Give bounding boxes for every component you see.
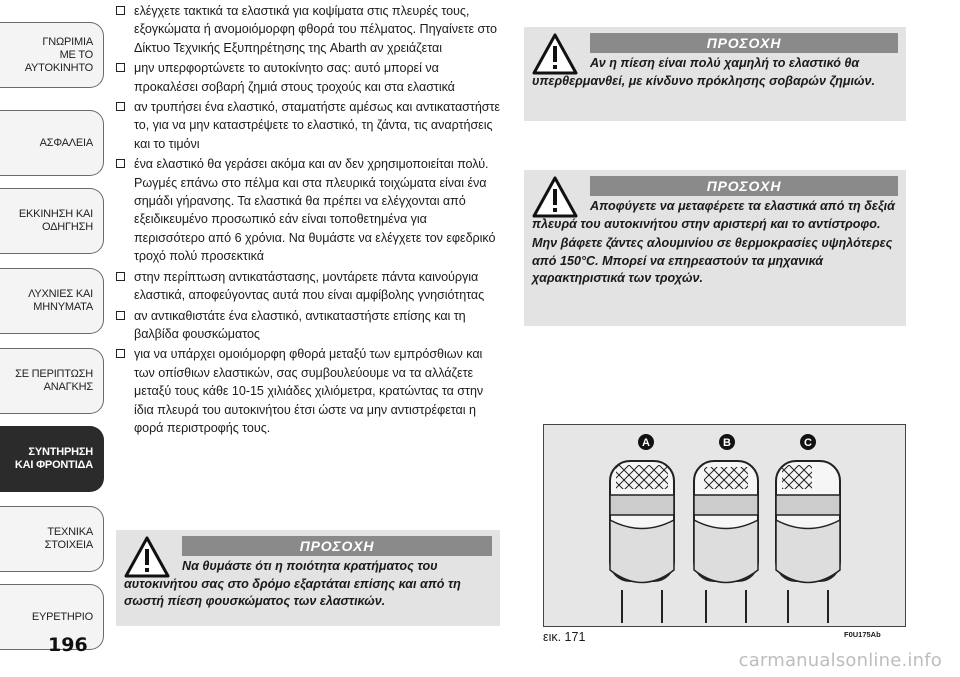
checkbox-bullet-icon <box>116 159 125 168</box>
bullet-list <box>116 2 501 437</box>
warning-heading: ΠΡΟΣΟΧΗ <box>590 33 898 53</box>
checkbox-bullet-icon <box>116 6 125 15</box>
checkbox-bullet-icon <box>116 102 125 111</box>
tyre-illustration <box>544 425 905 626</box>
tab-safety[interactable]: ΑΣΦΑΛΕΙΑ <box>0 110 104 176</box>
warning-triangle-icon <box>124 536 170 578</box>
tab-lights-messages[interactable]: ΛΥΧΝΙΕΣ ΚΑΙ ΜΗΝΥΜΑΤΑ <box>0 268 104 334</box>
warning-text: Αποφύγετε να μεταφέρετε τα ελαστικά από τη δεξιά πλευρά του αυτοκινήτου στην αριστερή και το αντίστροφο. <box>532 199 895 231</box>
tyre-a-icon <box>610 461 674 623</box>
label-b: B <box>723 437 731 449</box>
warning-text: Αν η πίεση είναι πολύ χαμηλή το ελαστικό θα υπερθερμανθεί, με κίνδυνο πρόκλησης σοβαρών ζημιών. <box>532 56 875 88</box>
tyre-wear-figure <box>543 424 906 627</box>
list-item: αν αντικαθιστάτε ένα ελαστικό, αντικαταστήστε επίσης και τη βαλβίδα φουσκώματος <box>116 307 501 344</box>
tab-maintenance-care[interactable]: ΣΥΝΤΗΡΗΣΗ ΚΑΙ ΦΡΟΝΤΙΔΑ <box>0 426 104 492</box>
label-a: A <box>642 437 650 449</box>
checkbox-bullet-icon <box>116 311 125 320</box>
watermark: carmanualsonline.info <box>738 650 942 671</box>
warning-text: Να θυμάστε ότι η ποιότητα κρατήματος του αυτοκινήτου σας στο δρόμο εξαρτάται επίσης και από τη σωστή πίεση φουσκώματος των ελαστικών. <box>124 559 461 608</box>
list-item: αν τρυπήσει ένα ελαστικό, σταματήστε αμέσως και αντικαταστήστε το, για να μην καταστρέψετε το ελαστικό, τη ζάντα, τις αναρτήσεις και το τιμόνι <box>116 98 501 153</box>
warning-heading: ΠΡΟΣΟΧΗ <box>590 176 898 196</box>
checkbox-bullet-icon <box>116 349 125 358</box>
list-item: στην περίπτωση αντικατάστασης, μοντάρετε πάντα καινούργια ελαστικά, αποφεύγοντας αυτά που είναι αμφίβολης γνησιότητας <box>116 268 501 305</box>
tab-starting-driving[interactable]: ΕΚΚΙΝΗΣΗ ΚΑΙ ΟΔΗΓΗΣΗ <box>0 188 104 254</box>
list-item: για να υπάρχει ομοιόμορφη φθορά μεταξύ των εμπρόσθιων και των οπίσθιων ελαστικών, σας συμβουλεύουμε να τα αλλάζετε μεταξύ τους κάθε 10-15 χιλιάδες χιλιόμετρα, κρατώντας τα στην ίδια πλευρά του αυτοκινήτου έτσι ώστε να μην αντιστρέφεται η φορά περιστροφής τους. <box>116 345 501 437</box>
tab-getting-to-know[interactable]: ΓΝΩΡΙΜΙΑ ΜΕ ΤΟ ΑΥΤΟΚΙΝΗΤΟ <box>0 22 104 88</box>
main-column-left <box>116 2 501 439</box>
list-item: ένα ελαστικό θα γεράσει ακόμα και αν δεν χρησιμοποιείται πολύ. Ρωγμές επάνω στο πέλμα και στα πλευρικά τοιχώματα είναι ένα σημάδι γήρανσης. Τα ελαστικά θα πρέπει να ελέγχονται από εξειδικευμένο προσωπικό εάν είναι τοποθετημένα για περισσότερο από 6 χρόνια. Να θυμάστε να ελέγχετε τον εφεδρικό τροχό πολύ προσεκτικά <box>116 155 501 265</box>
warning-box-grip <box>116 530 500 626</box>
tab-emergency[interactable]: ΣΕ ΠΕΡΙΠΤΩΣΗ ΑΝΑΓΚΗΣ <box>0 348 104 414</box>
list-item: μην υπερφορτώνετε το αυτοκίνητο σας: αυτό μπορεί να προκαλέσει σοβαρή ζημιά στους τροχούς και στα ελαστικά <box>116 59 501 96</box>
label-c: C <box>804 437 812 449</box>
page-number: 196 <box>48 634 88 656</box>
warning-heading: ΠΡΟΣΟΧΗ <box>182 536 492 556</box>
tyre-b-icon <box>694 461 758 623</box>
checkbox-bullet-icon <box>116 63 125 72</box>
tab-technical-data[interactable]: ΤΕΧΝΙΚΑ ΣΤΟΙΧΕΙΑ <box>0 506 104 572</box>
figure-code: F0U175Ab <box>844 630 881 639</box>
list-item: ελέγχετε τακτικά τα ελαστικά για κοψίματα στις πλευρές τους, εξογκώματα ή ανομοιόμορφη φθορά του πέλματος. Πηγαίνετε στο Δίκτυο Τεχνικής Εξυπηρέτησης της Abarth αν χρειάζεται <box>116 2 501 57</box>
tab-index[interactable]: ΕΥΡΕΤΗΡΙΟ <box>0 584 104 650</box>
checkbox-bullet-icon <box>116 272 125 281</box>
figure-caption: εικ. 171 <box>543 630 586 644</box>
tyre-c-icon <box>776 461 840 623</box>
warning-text-secondary: Μην βάφετε ζάντες αλουμινίου σε θερμοκρασίες υψηλότερες από 150°C. Μπορεί να επηρεαστούν τα μηχανικά χαρακτηριστικά των τροχών. <box>532 236 893 285</box>
warning-box-low-pressure <box>524 27 906 121</box>
warning-triangle-icon <box>532 176 578 218</box>
warning-triangle-icon <box>532 33 578 75</box>
warning-box-tyre-rotation <box>524 170 906 326</box>
